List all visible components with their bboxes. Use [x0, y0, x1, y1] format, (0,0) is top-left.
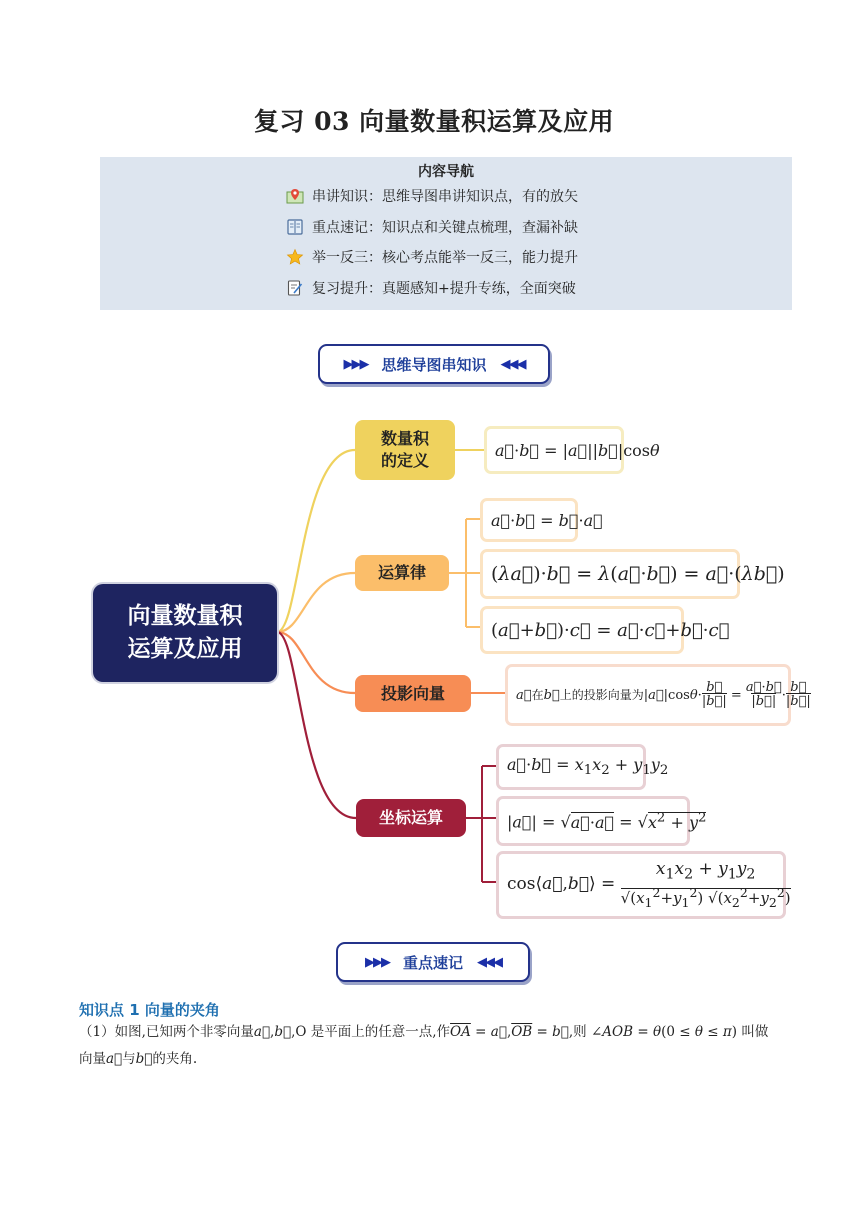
connector-projection	[277, 632, 355, 693]
formula-projection: a⃗在b⃗上的投影向量为$|a⃗|\cos\theta\cdot\frac{b⃗}{|b⃗|}$ = a⃗·b⃗ |b⃗| $\cdot\frac{b⃗}{|b⃗|}$	[505, 664, 791, 726]
nav-item-text: 重点速记：知识点和关键点梳理，查漏补缺	[312, 220, 578, 236]
keypoints-section-banner	[336, 942, 530, 982]
branch-projection: 投影向量	[355, 675, 471, 712]
page-title: 复习 03 向量数量积运算及应用	[253, 107, 615, 136]
formula-distributive: (a⃗+b⃗)·c⃗ = a⃗·c⃗+b⃗·c⃗	[480, 606, 684, 654]
nav-item-text: 串讲知识：思维导图串讲知识点，有的放矢	[312, 189, 578, 205]
formula-coordinate-dot: a⃗·b⃗ = $x_1x_2 + y_1y_2$	[496, 744, 646, 790]
connector-laws	[277, 573, 355, 632]
nav-item-text: 复习提升：真题感知+提升专练，全面突破	[312, 281, 576, 297]
formula-scalar-associative: (λa⃗)·b⃗ = λ(a⃗·b⃗) = a⃗·(λb⃗)	[480, 549, 740, 599]
left-arrows-icon: ◀◀◀	[477, 954, 501, 970]
right-arrows-icon: ▶▶▶	[364, 954, 389, 970]
connector-coordinate	[277, 632, 356, 818]
banner-label: 重点速记	[402, 953, 463, 972]
nav-item-text: 举一反三：核心考点能举一反三，能力提升	[312, 250, 578, 266]
nav-title: 内容导航	[418, 164, 474, 180]
formula-coordinate-angle: cos⟨a⃗,b⃗⟩ = $x_1x_2 + y_1y_2$ $√(x_1^2+y_1^2)$ $√(x_2^2+y_2^2)$	[496, 851, 786, 919]
connector-definition	[277, 450, 355, 632]
formula-coordinate-magnitude: |a⃗| = √a⃗·a⃗ = $√x^2 + y^2$	[496, 796, 690, 846]
banner-label: 思维导图串知识	[381, 355, 487, 374]
formula-definition: a⃗·b⃗ = |a⃗||b⃗|cosθ	[484, 426, 624, 474]
formula-commutative: a⃗·b⃗ = b⃗·a⃗	[480, 498, 578, 542]
branch-coordinate: 坐标运算	[356, 799, 466, 837]
left-arrows-icon: ◀◀◀	[500, 356, 525, 372]
knowledge-paragraph-line2: 向量a⃗与b⃗的夹角.	[79, 1051, 198, 1067]
knowledge-point-heading: 知识点 1 向量的夹角	[79, 1001, 220, 1019]
right-arrows-icon: ▶▶▶	[343, 356, 368, 372]
branch-laws: 运算律	[355, 555, 449, 591]
knowledge-paragraph-line1: （1）如图,已知两个非零向量a⃗,b⃗,O 是平面上的任意一点,作$\overline{OA}$ = $a⃗,\overline{OB}$ = b⃗,则 ∠AOB = θ(0 ≤ θ ≤ π) 叫做	[79, 1024, 769, 1040]
mindmap-central-node: 向量数量积 运算及应用	[93, 584, 277, 682]
branch-definition: 数量积 的定义	[355, 420, 455, 480]
